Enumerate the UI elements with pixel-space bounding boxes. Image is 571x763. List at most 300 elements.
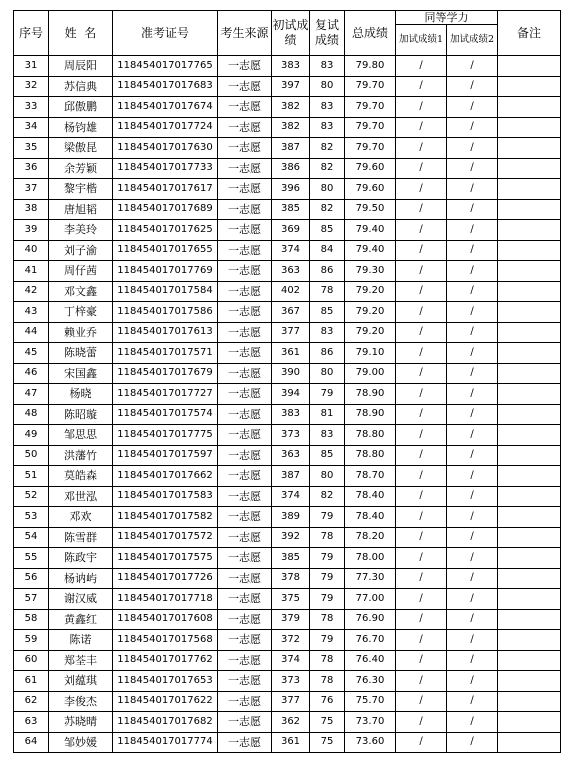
row-retest: 83 [310,425,345,446]
row-retest: 80 [310,179,345,200]
row-equiv-1: / [396,322,447,343]
row-total: 78.90 [345,384,396,405]
row-exam-id: 118454017017617 [113,179,218,200]
row-retest: 82 [310,158,345,179]
header-equiv-2: 加试成绩2 [447,25,498,56]
row-total: 76.90 [345,609,396,630]
row-name: 李俊杰 [49,691,113,712]
row-name: 周辰阳 [49,56,113,77]
row-equiv-1: / [396,548,447,569]
row-remark [498,199,561,220]
row-name: 陈雪群 [49,527,113,548]
row-name: 陈诺 [49,630,113,651]
row-equiv-2: / [447,76,498,97]
row-source: 一志愿 [218,158,272,179]
row-equiv-1: / [396,691,447,712]
row-total: 77.30 [345,568,396,589]
row-retest: 75 [310,712,345,733]
row-equiv-1: / [396,527,447,548]
row-prelim: 373 [272,671,310,692]
row-source: 一志愿 [218,199,272,220]
header-total: 总成绩 [345,11,396,56]
row-exam-id: 118454017017774 [113,732,218,753]
row-remark [498,568,561,589]
row-total: 79.20 [345,322,396,343]
row-exam-id: 118454017017613 [113,322,218,343]
table-row [14,445,561,466]
row-equiv-2: / [447,712,498,733]
row-equiv-1: / [396,56,447,77]
header-remark: 备注 [498,11,561,56]
row-name: 杨钧雄 [49,117,113,138]
row-name: 邓世泓 [49,486,113,507]
row-prelim: 373 [272,425,310,446]
row-retest: 79 [310,589,345,610]
row-total: 79.70 [345,97,396,118]
row-remark [498,507,561,528]
row-prelim: 361 [272,343,310,364]
row-remark [498,691,561,712]
row-retest: 84 [310,240,345,261]
row-equiv-1: / [396,425,447,446]
row-total: 73.60 [345,732,396,753]
row-equiv-2: / [447,322,498,343]
row-remark [498,343,561,364]
row-total: 76.30 [345,671,396,692]
row-exam-id: 118454017017574 [113,404,218,425]
table-row [14,199,561,220]
table-row [14,691,561,712]
row-total: 79.40 [345,220,396,241]
row-name: 杨讷屿 [49,568,113,589]
row-exam-id: 118454017017726 [113,568,218,589]
row-prelim: 396 [272,179,310,200]
row-total: 75.70 [345,691,396,712]
row-total: 79.00 [345,363,396,384]
row-equiv-1: / [396,650,447,671]
row-retest: 79 [310,384,345,405]
row-source: 一志愿 [218,507,272,528]
row-seq: 60 [14,650,49,671]
table-row [14,466,561,487]
row-retest: 79 [310,548,345,569]
row-source: 一志愿 [218,97,272,118]
row-seq: 41 [14,261,49,282]
row-exam-id: 118454017017586 [113,302,218,323]
table-row [14,650,561,671]
row-name: 谢汉威 [49,589,113,610]
row-source: 一志愿 [218,138,272,159]
row-exam-id: 118454017017571 [113,343,218,364]
row-equiv-1: / [396,445,447,466]
table-row [14,671,561,692]
row-total: 79.70 [345,117,396,138]
row-source: 一志愿 [218,261,272,282]
row-seq: 62 [14,691,49,712]
row-prelim: 374 [272,486,310,507]
row-prelim: 402 [272,281,310,302]
row-name: 赖业乔 [49,322,113,343]
row-source: 一志愿 [218,281,272,302]
row-source: 一志愿 [218,671,272,692]
row-prelim: 378 [272,568,310,589]
row-prelim: 383 [272,56,310,77]
row-total: 73.70 [345,712,396,733]
row-equiv-1: / [396,404,447,425]
row-seq: 31 [14,56,49,77]
row-seq: 47 [14,384,49,405]
row-exam-id: 118454017017775 [113,425,218,446]
row-seq: 35 [14,138,49,159]
table-row [14,507,561,528]
row-equiv-2: / [447,589,498,610]
row-equiv-1: / [396,199,447,220]
row-prelim: 387 [272,138,310,159]
row-remark [498,158,561,179]
row-total: 79.20 [345,281,396,302]
row-source: 一志愿 [218,363,272,384]
row-remark [498,466,561,487]
row-remark [498,425,561,446]
header-exam-id: 准考证号 [113,11,218,56]
row-source: 一志愿 [218,732,272,753]
table-row [14,589,561,610]
row-prelim: 363 [272,445,310,466]
row-retest: 75 [310,732,345,753]
row-prelim: 390 [272,363,310,384]
row-total: 79.60 [345,179,396,200]
row-total: 78.80 [345,445,396,466]
row-equiv-2: / [447,302,498,323]
row-remark [498,179,561,200]
row-retest: 82 [310,199,345,220]
row-seq: 33 [14,97,49,118]
row-source: 一志愿 [218,466,272,487]
row-remark [498,261,561,282]
row-equiv-1: / [396,466,447,487]
row-exam-id: 118454017017583 [113,486,218,507]
row-seq: 52 [14,486,49,507]
row-exam-id: 118454017017597 [113,445,218,466]
row-exam-id: 118454017017762 [113,650,218,671]
table-row [14,404,561,425]
row-name: 邹妙媛 [49,732,113,753]
row-exam-id: 118454017017653 [113,671,218,692]
row-total: 79.70 [345,138,396,159]
row-total: 78.40 [345,507,396,528]
table-row [14,630,561,651]
table-row [14,261,561,282]
row-retest: 82 [310,486,345,507]
row-equiv-1: / [396,76,447,97]
row-remark [498,548,561,569]
row-equiv-2: / [447,609,498,630]
row-remark [498,117,561,138]
row-source: 一志愿 [218,117,272,138]
row-prelim: 382 [272,117,310,138]
row-total: 78.40 [345,486,396,507]
row-prelim: 362 [272,712,310,733]
row-name: 邓欢 [49,507,113,528]
row-total: 76.70 [345,630,396,651]
row-retest: 83 [310,56,345,77]
row-remark [498,363,561,384]
table-row [14,158,561,179]
row-equiv-2: / [447,425,498,446]
row-source: 一志愿 [218,445,272,466]
header-retest: 复试成绩 [310,11,345,56]
row-remark [498,240,561,261]
row-remark [498,56,561,77]
row-prelim: 374 [272,240,310,261]
row-total: 78.70 [345,466,396,487]
row-prelim: 385 [272,548,310,569]
table-row [14,322,561,343]
row-name: 黎宇楷 [49,179,113,200]
row-name: 李美玲 [49,220,113,241]
row-source: 一志愿 [218,302,272,323]
row-exam-id: 118454017017769 [113,261,218,282]
row-retest: 82 [310,138,345,159]
row-exam-id: 118454017017608 [113,609,218,630]
row-equiv-1: / [396,630,447,651]
row-equiv-2: / [447,671,498,692]
row-name: 邱傲鹏 [49,97,113,118]
row-retest: 81 [310,404,345,425]
row-total: 79.10 [345,343,396,364]
row-prelim: 363 [272,261,310,282]
row-exam-id: 118454017017582 [113,507,218,528]
row-retest: 79 [310,507,345,528]
row-retest: 79 [310,568,345,589]
row-remark [498,609,561,630]
header-name: 姓 名 [49,11,113,56]
row-exam-id: 118454017017674 [113,97,218,118]
row-equiv-2: / [447,158,498,179]
row-retest: 80 [310,363,345,384]
row-name: 唐旭韬 [49,199,113,220]
row-prelim: 374 [272,650,310,671]
row-seq: 37 [14,179,49,200]
table-row [14,425,561,446]
row-equiv-1: / [396,240,447,261]
row-prelim: 367 [272,302,310,323]
row-exam-id: 118454017017655 [113,240,218,261]
row-source: 一志愿 [218,425,272,446]
row-remark [498,630,561,651]
row-total: 79.50 [345,199,396,220]
row-name: 刘子渝 [49,240,113,261]
row-equiv-1: / [396,363,447,384]
row-source: 一志愿 [218,404,272,425]
score-table [13,10,561,753]
row-total: 78.00 [345,548,396,569]
row-prelim: 377 [272,691,310,712]
row-seq: 55 [14,548,49,569]
row-equiv-1: / [396,97,447,118]
row-remark [498,589,561,610]
row-total: 79.30 [345,261,396,282]
row-source: 一志愿 [218,712,272,733]
row-equiv-2: / [447,732,498,753]
row-prelim: 372 [272,630,310,651]
row-exam-id: 118454017017724 [113,117,218,138]
row-source: 一志愿 [218,179,272,200]
row-equiv-1: / [396,343,447,364]
row-equiv-2: / [447,548,498,569]
row-retest: 83 [310,322,345,343]
row-source: 一志愿 [218,486,272,507]
row-equiv-1: / [396,117,447,138]
row-prelim: 369 [272,220,310,241]
row-seq: 58 [14,609,49,630]
row-prelim: 392 [272,527,310,548]
row-name: 苏晓晴 [49,712,113,733]
row-name: 邓文鑫 [49,281,113,302]
table-row [14,732,561,753]
row-total: 79.40 [345,240,396,261]
row-total: 79.70 [345,76,396,97]
header-equiv: 同等学力 [396,11,498,25]
table-row [14,179,561,200]
row-equiv-1: / [396,158,447,179]
row-remark [498,138,561,159]
row-equiv-1: / [396,732,447,753]
row-exam-id: 118454017017733 [113,158,218,179]
row-prelim: 387 [272,466,310,487]
row-total: 79.80 [345,56,396,77]
row-source: 一志愿 [218,343,272,364]
row-equiv-1: / [396,302,447,323]
row-name: 丁梓豪 [49,302,113,323]
table-row [14,343,561,364]
row-equiv-2: / [447,507,498,528]
row-equiv-1: / [396,261,447,282]
row-seq: 36 [14,158,49,179]
row-seq: 59 [14,630,49,651]
header-seq: 序号 [14,11,49,56]
row-source: 一志愿 [218,609,272,630]
row-name: 邹思思 [49,425,113,446]
row-equiv-2: / [447,261,498,282]
row-equiv-1: / [396,220,447,241]
header-prelim: 初试成绩 [272,11,310,56]
row-name: 余芳颖 [49,158,113,179]
row-retest: 83 [310,97,345,118]
row-retest: 80 [310,466,345,487]
row-equiv-1: / [396,179,447,200]
row-source: 一志愿 [218,384,272,405]
row-name: 莫皓森 [49,466,113,487]
row-seq: 43 [14,302,49,323]
row-seq: 38 [14,199,49,220]
table-row [14,76,561,97]
row-equiv-2: / [447,404,498,425]
row-equiv-2: / [447,281,498,302]
row-remark [498,322,561,343]
row-seq: 51 [14,466,49,487]
row-remark [498,220,561,241]
row-equiv-2: / [447,384,498,405]
row-equiv-2: / [447,630,498,651]
row-name: 杨晓 [49,384,113,405]
row-equiv-2: / [447,445,498,466]
table-row [14,548,561,569]
row-retest: 78 [310,527,345,548]
row-equiv-1: / [396,712,447,733]
row-seq: 63 [14,712,49,733]
row-prelim: 383 [272,404,310,425]
table-header [14,11,561,56]
table-row [14,220,561,241]
row-name: 周仔茜 [49,261,113,282]
row-equiv-2: / [447,486,498,507]
row-equiv-2: / [447,343,498,364]
row-retest: 85 [310,220,345,241]
row-prelim: 394 [272,384,310,405]
row-equiv-2: / [447,220,498,241]
row-equiv-2: / [447,179,498,200]
row-total: 79.20 [345,302,396,323]
row-seq: 64 [14,732,49,753]
row-equiv-2: / [447,56,498,77]
row-remark [498,76,561,97]
table-row [14,97,561,118]
row-seq: 56 [14,568,49,589]
row-source: 一志愿 [218,56,272,77]
row-exam-id: 118454017017575 [113,548,218,569]
table-row [14,56,561,77]
header-source: 考生来源 [218,11,272,56]
row-equiv-2: / [447,527,498,548]
row-seq: 49 [14,425,49,446]
row-remark [498,712,561,733]
row-remark [498,445,561,466]
row-retest: 80 [310,76,345,97]
row-retest: 85 [310,302,345,323]
row-total: 79.60 [345,158,396,179]
row-name: 陈昭璇 [49,404,113,425]
table-row [14,240,561,261]
table-row [14,712,561,733]
row-remark [498,281,561,302]
row-remark [498,732,561,753]
table-row [14,486,561,507]
row-retest: 78 [310,650,345,671]
row-prelim: 386 [272,158,310,179]
header-equiv-1: 加试成绩1 [396,25,447,56]
row-retest: 83 [310,117,345,138]
row-seq: 48 [14,404,49,425]
row-total: 78.80 [345,425,396,446]
row-exam-id: 118454017017584 [113,281,218,302]
row-prelim: 397 [272,76,310,97]
row-exam-id: 118454017017630 [113,138,218,159]
row-equiv-1: / [396,507,447,528]
row-seq: 39 [14,220,49,241]
row-name: 陈政宇 [49,548,113,569]
table-row [14,117,561,138]
row-equiv-1: / [396,589,447,610]
row-prelim: 385 [272,199,310,220]
row-equiv-2: / [447,568,498,589]
row-exam-id: 118454017017727 [113,384,218,405]
row-seq: 57 [14,589,49,610]
row-exam-id: 118454017017568 [113,630,218,651]
row-remark [498,671,561,692]
row-source: 一志愿 [218,630,272,651]
row-equiv-2: / [447,97,498,118]
